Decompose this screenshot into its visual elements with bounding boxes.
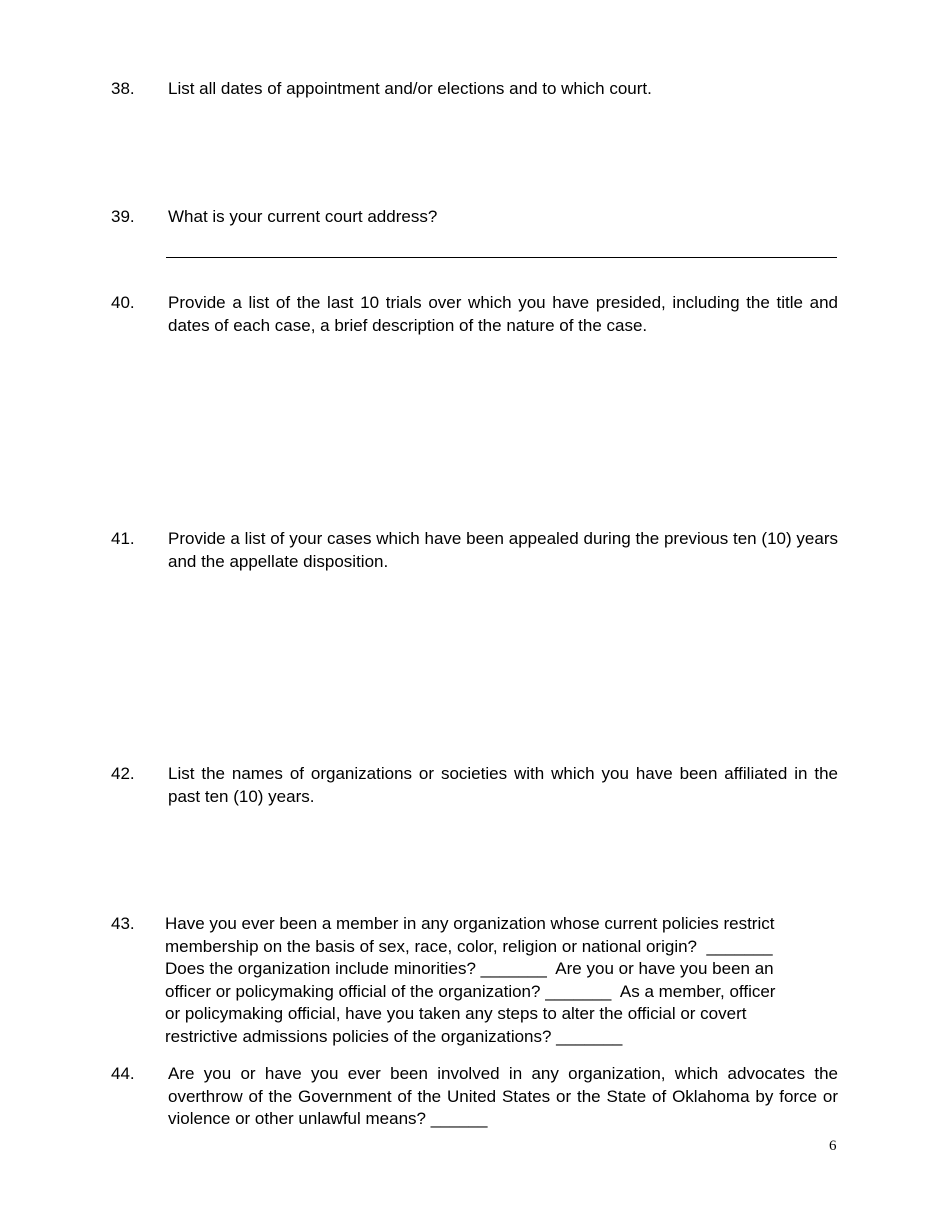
question-text: What is your current court address? [168, 207, 438, 226]
question-number: 39. [111, 207, 135, 226]
question-line: or policymaking official, have you taken any steps to alter the official or covert [165, 1004, 747, 1023]
question-number: 43. [111, 914, 135, 933]
question-text: Are you or have you ever been involved in any organization, which advocates the overthrow of the Government of the United States or the State of Oklahoma by force or violence or other unlawful means? ______ [168, 1064, 838, 1128]
question-number: 42. [111, 764, 135, 783]
question-text [165, 913, 845, 1048]
question-number: 40. [111, 293, 135, 312]
question-number: 38. [111, 79, 135, 98]
answer-line[interactable] [166, 257, 837, 258]
question-text: List the names of organizations or societies with which you have been affiliated in the past ten (10) years. [168, 764, 838, 806]
question-line: Does the organization include minorities? _______ Are you or have you been an [165, 959, 774, 978]
question-number: 44. [111, 1064, 135, 1083]
question-line: officer or policymaking official of the organization? _______ As a member, officer [165, 981, 776, 1001]
question-number: 41. [111, 529, 135, 548]
question-line: membership on the basis of sex, race, color, religion or national origin? _______ [165, 936, 773, 956]
question-text: Provide a list of the last 10 trials over which you have presided, including the title and dates of each case, a brief description of the nature of the case. [168, 293, 838, 335]
question-text: List all dates of appointment and/or elections and to which court. [168, 79, 652, 98]
question-text: Provide a list of your cases which have been appealed during the previous ten (10) years and the appellate disposition. [168, 529, 838, 571]
question-line: Have you ever been a member in any organization whose current policies restrict [165, 914, 775, 933]
question-line: restrictive admissions policies of the organizations? _______ [165, 1026, 623, 1046]
page-number: 6 [829, 1138, 837, 1154]
